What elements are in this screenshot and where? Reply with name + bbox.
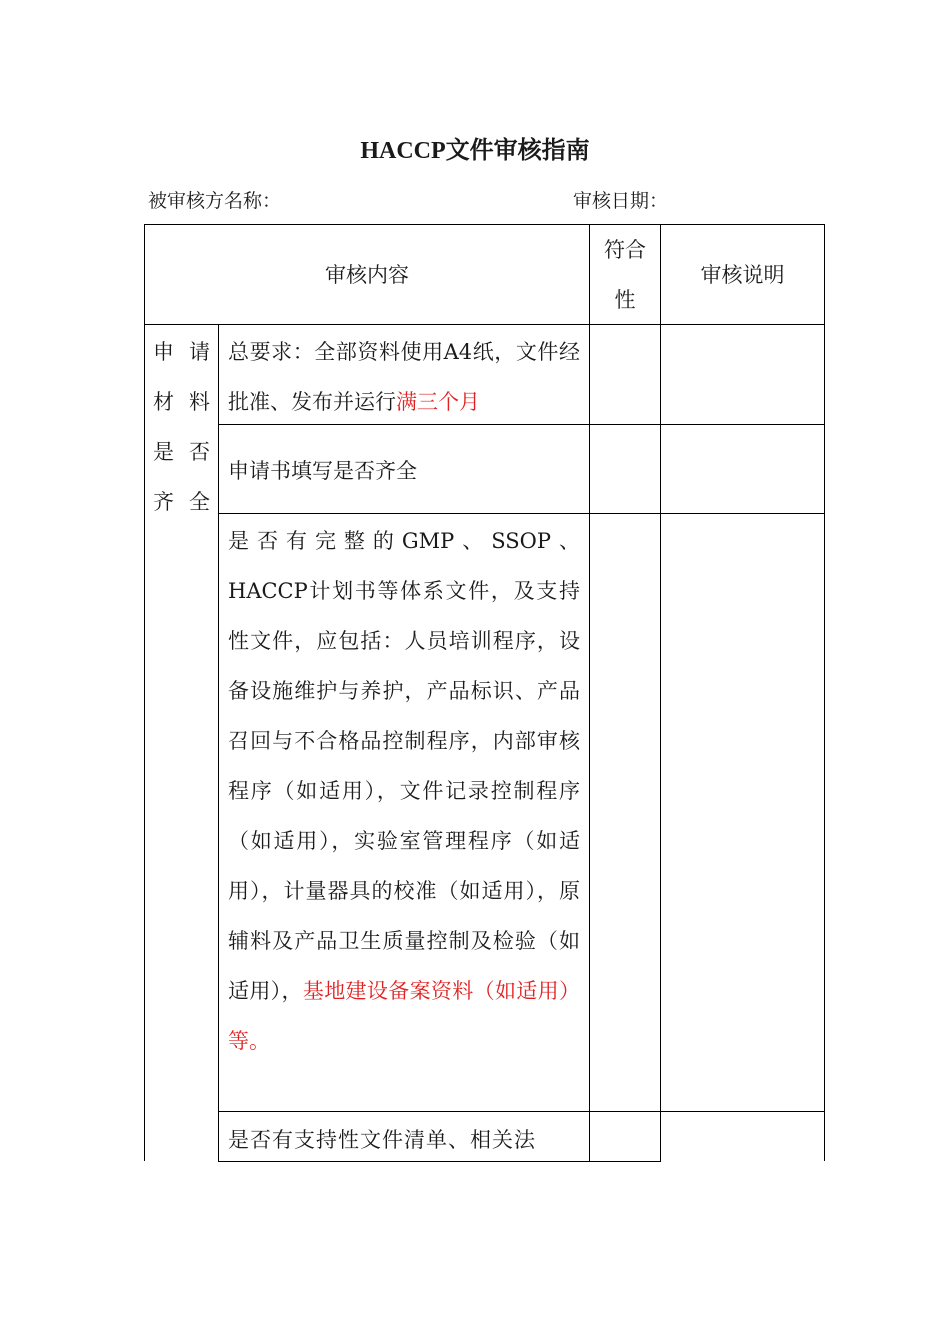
- table-border-right: [824, 224, 825, 1161]
- header-divider: [144, 324, 825, 325]
- table-row: [228, 327, 580, 427]
- table-row: [228, 1115, 584, 1165]
- table-border-left: [144, 224, 145, 1161]
- header-notes-label: 审核说明: [700, 262, 785, 287]
- audit-date-label: 审核日期：: [573, 190, 669, 212]
- row-text: 总要求：全部资料使用A4纸，文件经批准、发布并运行: [228, 340, 580, 414]
- row-divider: [218, 1111, 825, 1112]
- header-compliance-label: 符合性: [604, 237, 646, 312]
- category-label: 申请材料是否齐全: [153, 340, 210, 514]
- row-text: 是否有完整的GMP、SSOP、HACCP计划书等体系文件，及支持性文件，应包括：人员培训程序，设备设施维护与养护，产品标识、产品召回与不合格品控制程序，内部审核程序（如适用），文件记录控制程序（如适用），实验室管理程序（如适用），计量器具的校准（如适用），原辅料及产品卫生质量控制及检验（如适用），: [228, 529, 580, 1003]
- document-title: HACCP文件审核指南: [360, 138, 590, 164]
- table-row: [228, 446, 580, 496]
- category-cell: [153, 327, 210, 527]
- header-compliance: [598, 225, 652, 324]
- column-divider: [660, 224, 661, 1162]
- header-content-label: 审核内容: [325, 262, 409, 287]
- auditee-name-label: 被审核方名称：: [148, 190, 282, 212]
- header-notes: [661, 225, 824, 324]
- table-row: [228, 516, 580, 1066]
- row-highlight: 基地建设备案资料（如适用）等。: [228, 979, 580, 1053]
- row-highlight: 满三个月: [396, 390, 480, 414]
- row-divider: [218, 513, 825, 514]
- column-divider: [218, 324, 219, 1162]
- row-text: 是否有支持性文件清单、相关法: [228, 1128, 536, 1152]
- column-divider: [589, 224, 590, 1162]
- header-content: [145, 225, 589, 324]
- row-text: 申请书填写是否齐全: [228, 459, 417, 483]
